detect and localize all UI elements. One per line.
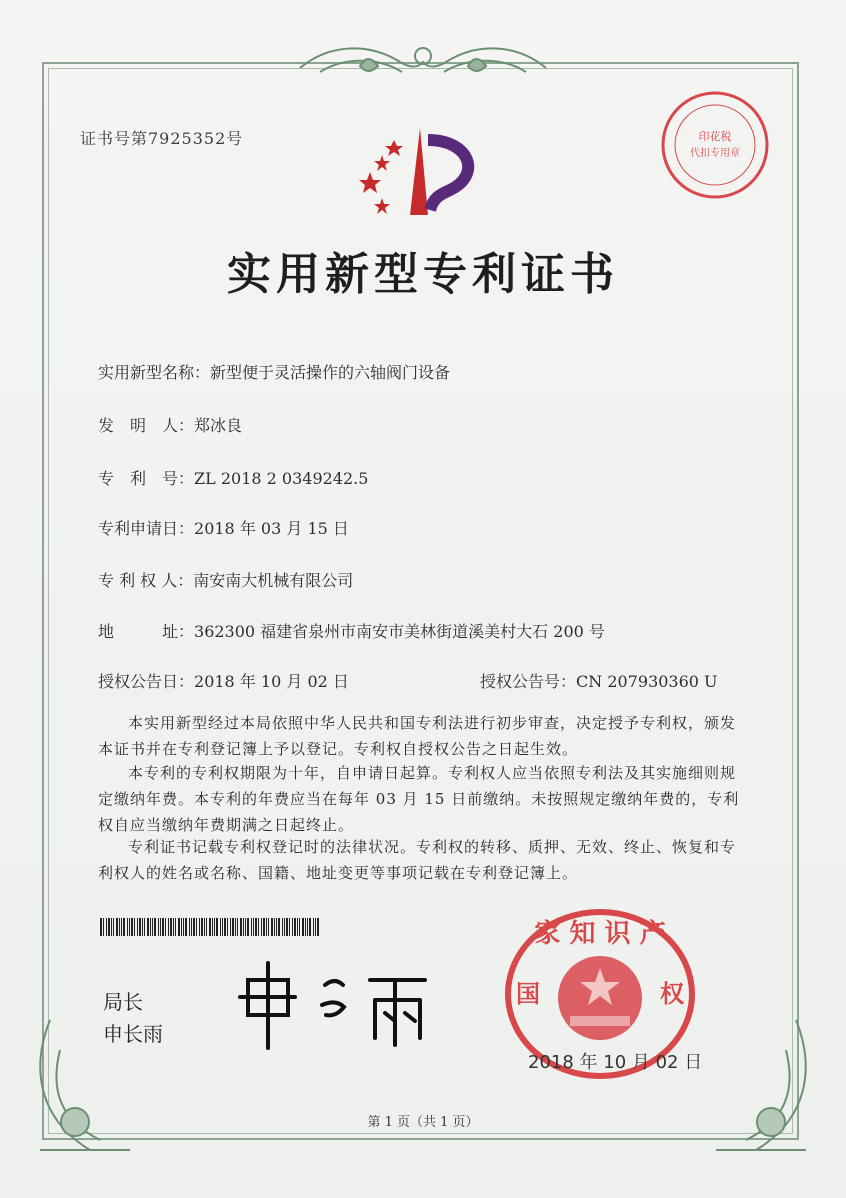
svg-text:印花税: 印花税 (698, 130, 732, 143)
field-address (98, 619, 605, 642)
field-label: 授权公告号： (480, 672, 577, 691)
field-label: 实用新型名称： (98, 363, 211, 382)
svg-text:代扣专用章: 代扣专用章 (690, 148, 740, 159)
field-label: 专利申请日： (98, 519, 195, 538)
field-announce-date (98, 669, 349, 692)
page-number: 第 1 页（共 1 页） (367, 1115, 479, 1130)
certificate-number: 证书号第7925352号 (80, 129, 244, 148)
field-value: 新型便于灵活操作的六轴阀门设备 (210, 363, 451, 382)
field-label: 授权公告日： (98, 672, 195, 691)
director-signature (230, 955, 450, 1055)
paragraph-legal-status: 专利证书记载专利权登记时的法律状况。专利权的转移、质押、无效、终止、恢复和专利权人的姓名或名称、国籍、地址变更等事项记载在专利登记簿上。 (98, 838, 737, 882)
svg-text:国: 国 (516, 980, 540, 1008)
field-value: ZL 2018 2 0349242.5 (194, 469, 369, 488)
paragraph-term: 本专利的专利权期限为十年，自申请日起算。专利权人应当依照专利法及其实施细则规定缴纳年费。本专利的年费应当在每年 03 月 15 日前缴纳。未按照规定缴纳年费的，专利权自应当缴纳年费期满之日起终止。 (98, 764, 740, 834)
seal-date: 2018 年 10 月 02 日 (528, 1052, 703, 1073)
field-value: 362300 福建省泉州市南安市美林街道溪美村大石 200 号 (194, 622, 605, 641)
field-patentee (98, 568, 353, 591)
svg-text:权: 权 (660, 980, 684, 1008)
patent-office-logo-icon (350, 120, 490, 230)
field-label: 专 利 权 人： (98, 571, 194, 590)
field-application-date (98, 516, 349, 539)
field-value: 2018 年 03 月 15 日 (194, 519, 349, 538)
field-label: 专 利 号： (98, 469, 195, 488)
tax-stamp-seal (655, 88, 775, 203)
field-patent-number (98, 466, 368, 489)
top-ornament (290, 38, 556, 86)
field-inventor (98, 413, 242, 436)
field-value: 南安南大机械有限公司 (193, 571, 354, 590)
certificate-title: 实用新型专利证书 (227, 249, 619, 300)
svg-text:家 知 识 产: 家 知 识 产 (534, 919, 666, 949)
field-value: CN 207930360 U (576, 672, 718, 691)
field-value: 2018 年 10 月 02 日 (194, 672, 349, 691)
barcode (100, 918, 320, 936)
field-announce-number (480, 669, 718, 692)
field-utility-model-name (98, 360, 450, 383)
director-title: 局长 (103, 990, 143, 1014)
field-value: 郑冰良 (194, 416, 243, 435)
bottom-right-ornament (706, 1010, 816, 1160)
field-label: 地 址： (98, 622, 195, 641)
paragraph-grant: 本实用新型经过本局依照中华人民共和国专利法进行初步审查，决定授予专利权，颁发本证书并在专利登记簿上予以登记。专利权自授权公告之日起生效。 (98, 714, 737, 758)
field-label: 发 明 人： (98, 416, 195, 435)
director-name: 申长雨 (103, 1022, 163, 1046)
